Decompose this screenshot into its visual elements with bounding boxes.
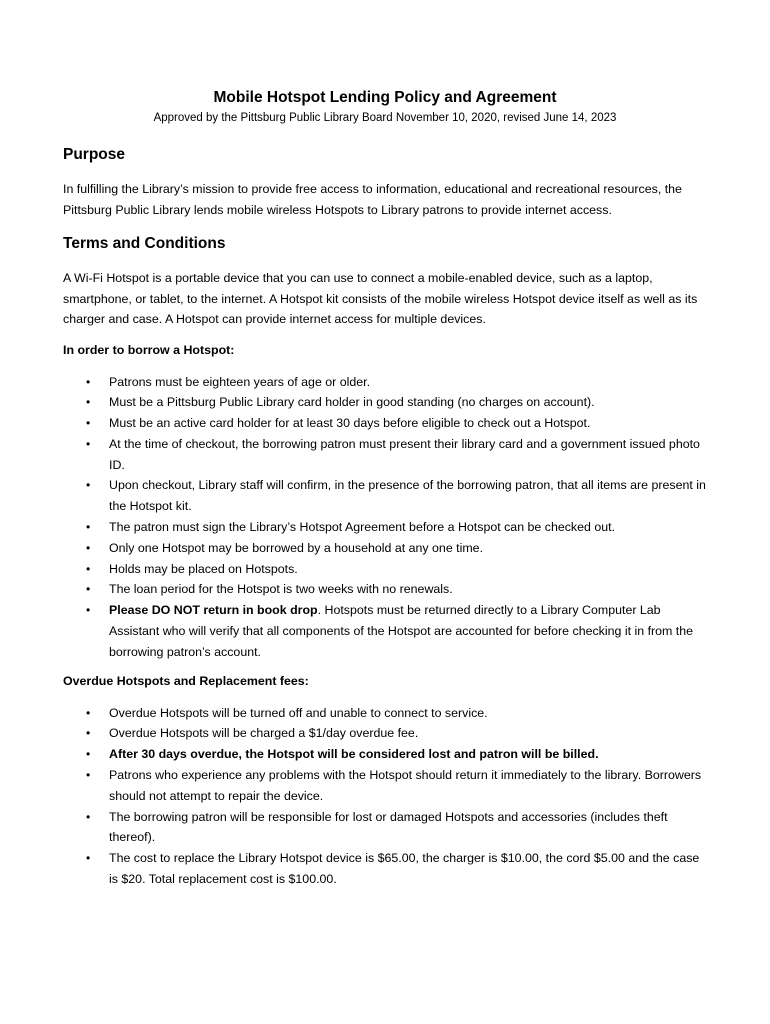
bullet-icon: •	[86, 395, 91, 410]
list-item-bold: • After 30 days overdue, the Hotspot will be considered lost and patron will be billed.	[63, 744, 707, 765]
list-item: • Holds may be placed on Hotspots.	[63, 559, 707, 580]
list-item: • Must be an active card holder for at least 30 days before eligible to check out a Hotspot.	[63, 413, 707, 434]
document-subtitle: Approved by the Pittsburg Public Library Board November 10, 2020, revised June 14, 2023	[153, 112, 617, 124]
list-item: • At the time of checkout, the borrowing patron must present their library card and a government issued photo ID.	[63, 434, 707, 476]
list-item: • The patron must sign the Library’s Hotspot Agreement before a Hotspot can be checked out.	[63, 517, 707, 538]
borrow-heading: In order to borrow a Hotspot:	[63, 342, 235, 357]
bullet-icon: •	[86, 436, 91, 451]
list-item: • The cost to replace the Library Hotspot device is $65.00, the charger is $10.00, the cord $5.00 and the case is $20. Total replacement cost is $100.00.	[63, 848, 707, 890]
list-item: • Must be a Pittsburg Public Library card holder in good standing (no charges on account).	[63, 392, 707, 413]
list-item: • Patrons who experience any problems with the Hotspot should return it immediately to the library. Borrowers should not attempt to repair the device.	[63, 765, 707, 807]
bullet-icon: •	[86, 520, 91, 535]
bullet-icon: •	[86, 747, 91, 762]
terms-heading: Terms and Conditions	[63, 235, 226, 252]
bullet-icon: •	[86, 705, 91, 720]
bullet-icon: •	[86, 768, 91, 783]
bullet-icon: •	[86, 582, 91, 597]
list-item: • Overdue Hotspots will be turned off and unable to connect to service.	[63, 703, 707, 724]
document-title: Mobile Hotspot Lending Policy and Agreement	[213, 89, 557, 106]
borrow-list	[63, 372, 707, 663]
terms-intro: A Wi-Fi Hotspot is a portable device that you can use to connect a mobile-enabled device, such as a laptop, smartphone, or tablet, to the internet. A Hotspot kit consists of the mobile wireless Hotspot device itself as well as its charger and case. A Hotspot can provide internet access for multiple devices.	[63, 271, 698, 326]
overdue-heading: Overdue Hotspots and Replacement fees:	[63, 673, 309, 688]
bullet-icon: •	[86, 374, 91, 389]
list-item: • Upon checkout, Library staff will confirm, in the presence of the borrowing patron, that all items are present in the Hotspot kit.	[63, 475, 707, 517]
list-item: • Patrons must be eighteen years of age or older.	[63, 372, 707, 393]
bullet-icon: •	[86, 478, 91, 493]
list-item: • The borrowing patron will be responsible for lost or damaged Hotspots and accessories (includes theft thereof).	[63, 807, 707, 849]
list-item: • Overdue Hotspots will be charged a $1/day overdue fee.	[63, 723, 707, 744]
bullet-icon: •	[86, 540, 91, 555]
overdue-list	[63, 703, 707, 890]
list-item-book-drop: • Please DO NOT return in book drop. Hotspots must be returned directly to a Library Computer Lab Assistant who will verify that all components of the Hotspot are accounted for before checking it in from the borrowing patron’s account.	[63, 600, 707, 662]
bullet-icon: •	[86, 851, 91, 866]
bullet-icon: •	[86, 416, 91, 431]
document-body	[63, 145, 707, 898]
purpose-text: In fulfilling the Library’s mission to provide free access to information, educational and recreational resources, the Pittsburg Public Library lends mobile wireless Hotspots to Library patrons to provide internet access.	[63, 182, 682, 217]
list-item: • The loan period for the Hotspot is two weeks with no renewals.	[63, 579, 707, 600]
purpose-heading: Purpose	[63, 146, 126, 163]
list-item: • Only one Hotspot may be borrowed by a household at any one time.	[63, 538, 707, 559]
bullet-icon: •	[86, 561, 91, 576]
bullet-icon: •	[86, 809, 91, 824]
book-drop-warning: Please DO NOT return in book drop	[109, 603, 318, 618]
bullet-icon: •	[86, 726, 91, 741]
bullet-icon: •	[86, 603, 91, 618]
